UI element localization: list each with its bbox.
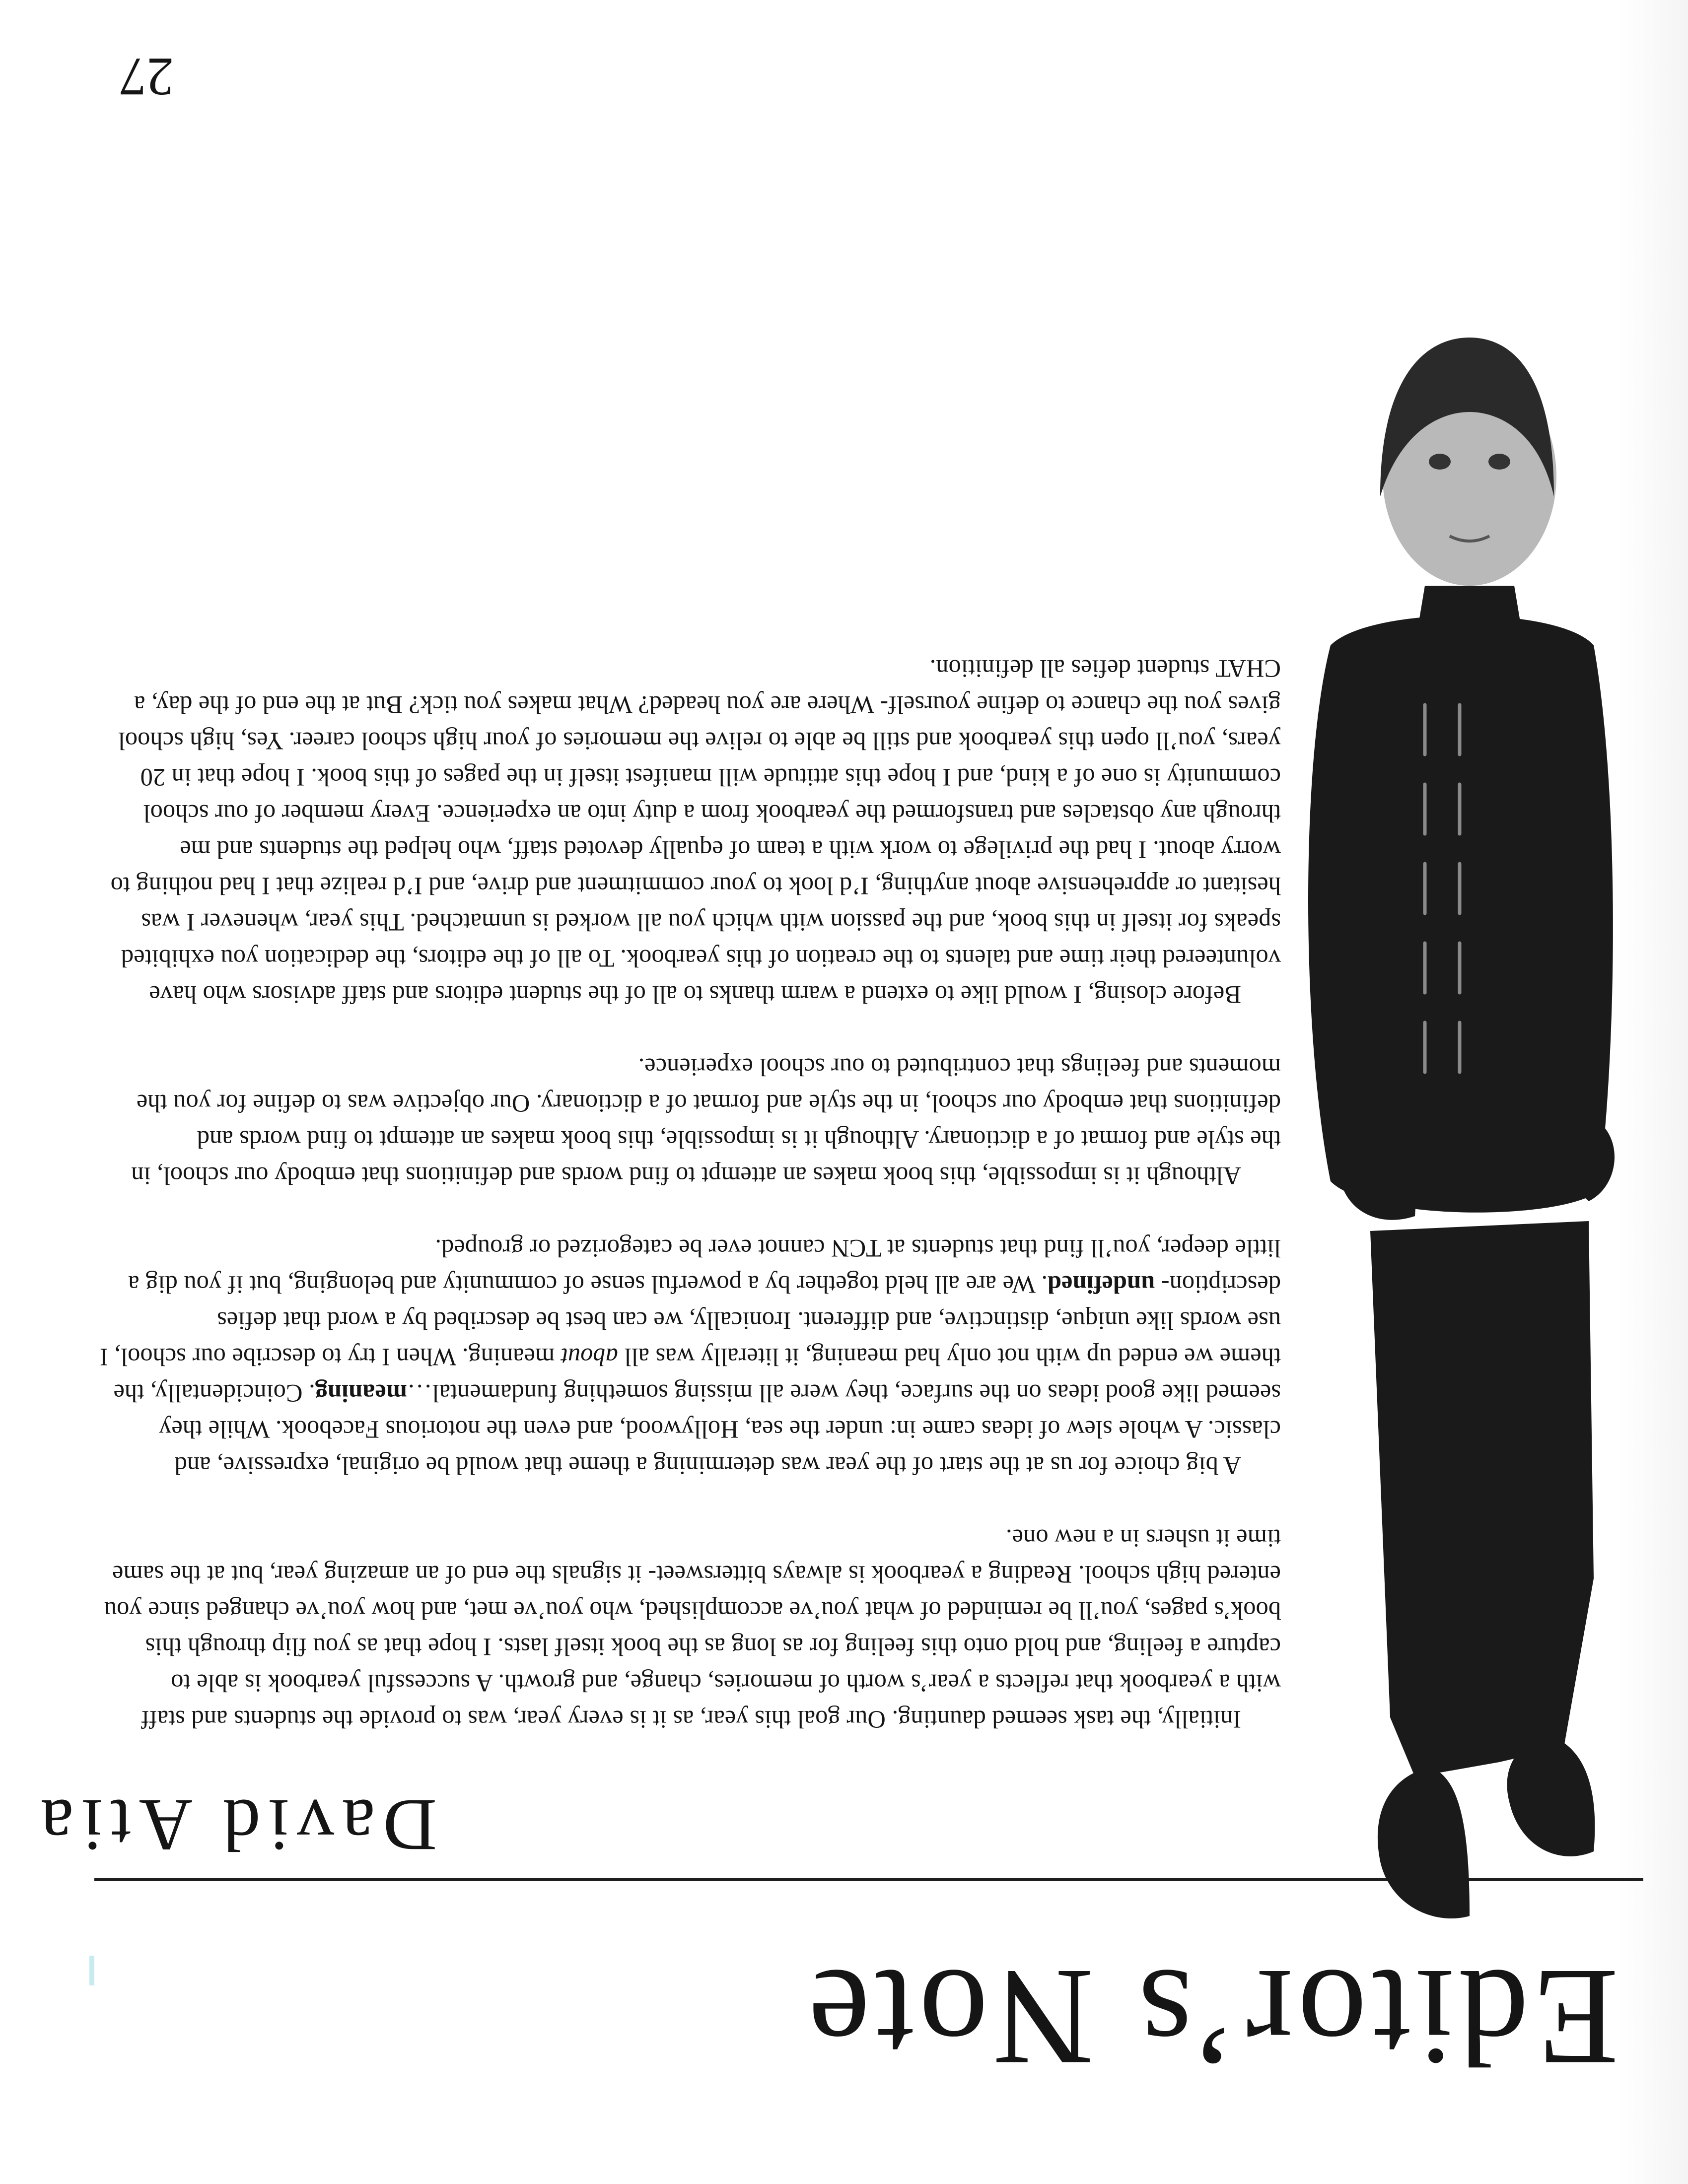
- scan-color-mark: [89, 1956, 94, 1985]
- article-paragraph: A big choice for us at the start of the year was determining a theme that would be original, expressive, and classic. A whole slew of ideas came in: under the sea, Hollywood, and even the notorious Facebook. While they seemed like good ideas on the surface, they were all missing something fundamental…meaning. Coincidentally, the theme we ended up with not only had meaning, it literally was all about meaning. When I try to describe our school, I use words like unique, distinctive, and different. Ironically, we can best be described by a word that defies description- undefined. We are all held together by a powerful sense of community and belonging, but if you dig a little deeper, you’ll find that students at TCN cannot ever be categorized or grouped.: [99, 1234, 1281, 1480]
- author-byline: David Atia: [32, 1784, 437, 1866]
- article-paragraph: Before closing, I would like to extend a warm thanks to all of the student editors and staff advisors who have volunteered their time and talents to the creation of this yearbook. To all of the editors, the dedication you exhibited speaks for itself in this book, and the passion with which you all worked is unmatched. This year, whenever I was hesitant or apprehensive about anything, I’d look to your commitment and drive, and I’d realize that I had nothing to worry about. I had the privilege to work with a team of equally devoted staff, who helped the students and me through any obstacles and transformed the yearbook from a duty into an experience. Every member of our school community is one of a kind, and I hope this attitude will manifest itself in the pages of this book. I hope that in 20 years, you’ll open this yearbook and still be able to relive the memories of your high school career. Yes, high school gives you the chance to define yourself- Where are you headed? What makes you tick? But at the end of the day, a CHAT student defies all definition.: [110, 655, 1281, 1009]
- editor-cutout-photo: [1281, 174, 1648, 1926]
- article-paragraph: Initially, the task seemed daunting. Our goal this year, as it is every year, was to provide the students and staff with a yearbook that reflects a year’s worth of memories, change, and growth. A successful yearbook is able to capture a feeling, and hold onto this feeling for as long as the book itself lasts. I hope that as you flip through this book’s pages, you’ll be reminded of what you’ve accomplished, who you’ve met, and how you’ve changed since you entered high school. Reading a yearbook is always bittersweet- it signals the end of an amazing year, but at the same time it ushers in a new one.: [104, 1524, 1281, 1733]
- article-body: [99, 650, 1281, 1737]
- page-number: 27: [119, 47, 174, 107]
- page-title: Editor’s Note: [803, 1941, 1618, 2095]
- article-paragraph: Although it is impossible, this book makes an attempt to find words and definitions that embody our school, in the style and format of a dictionary. Although it is impossible, this book makes an attempt to find words and definitions that embody our school, in the style and format of a dictionary. Our objective was to define for you the moments and feelings that contributed to our school experience.: [131, 1053, 1281, 1190]
